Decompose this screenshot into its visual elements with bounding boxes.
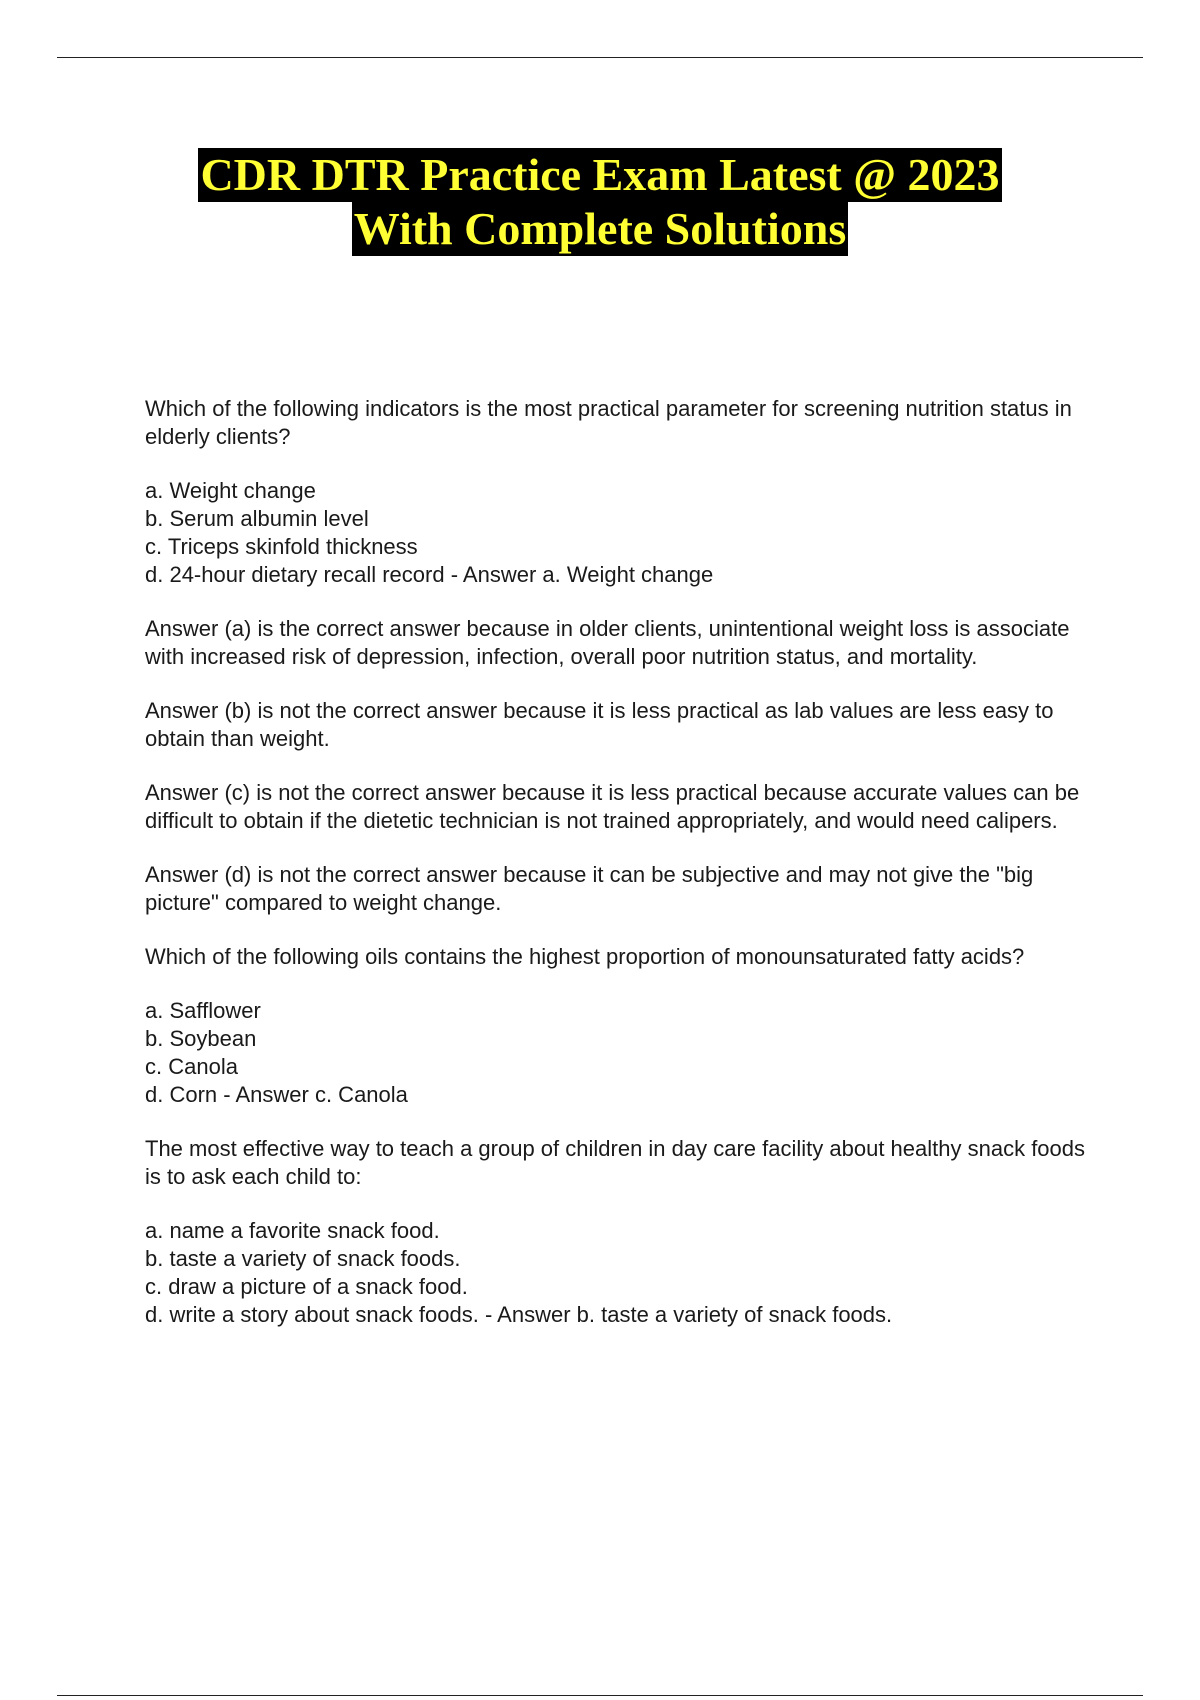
question-2-option-b: b. Soybean <box>145 1026 257 1051</box>
top-rule <box>57 57 1143 58</box>
question-1-options <box>145 477 1095 589</box>
question-1-explanation-d: Answer (d) is not the correct answer because it can be subjective and may not give the "big picture" compared to weight change. <box>145 862 1034 915</box>
question-1-explanation-b: Answer (b) is not the correct answer because it is less practical as lab values are less easy to obtain than weight. <box>145 698 1054 751</box>
question-3-option-b: b. taste a variety of snack foods. <box>145 1246 461 1271</box>
question-2-option-d: d. Corn - Answer c. Canola <box>145 1082 408 1107</box>
question-3-option-d: d. write a story about snack foods. - Answer b. taste a variety of snack foods. <box>145 1302 893 1327</box>
question-1-explanation-a: Answer (a) is the correct answer because in older clients, unintentional weight loss is associate with increased risk of depression, infection, overall poor nutrition status, and mortality. <box>145 616 1070 669</box>
question-2-option-c: c. Canola <box>145 1054 238 1079</box>
question-2-option-a: a. Safflower <box>145 998 261 1023</box>
question-3-options <box>145 1217 1095 1329</box>
question-1-option-d: d. 24-hour dietary recall record - Answer a. Weight change <box>145 562 714 587</box>
question-3-text: The most effective way to teach a group of children in day care facility about healthy snack foods is to ask each child to: <box>145 1136 1086 1189</box>
title-line-2: With Complete Solutions <box>353 203 847 254</box>
question-2-options <box>145 997 1095 1109</box>
document-title <box>0 148 1200 256</box>
question-1-option-a: a. Weight change <box>145 478 316 503</box>
title-line-1: CDR DTR Practice Exam Latest @ 2023 <box>200 149 1000 200</box>
question-1-text: Which of the following indicators is the most practical parameter for screening nutrition status in elderly clients? <box>145 396 1072 449</box>
question-2-text: Which of the following oils contains the highest proportion of monounsaturated fatty acids? <box>145 944 1025 969</box>
question-3-option-a: a. name a favorite snack food. <box>145 1218 440 1243</box>
question-3-option-c: c. draw a picture of a snack food. <box>145 1274 468 1299</box>
document-body <box>145 395 1095 1355</box>
question-1-option-c: c. Triceps skinfold thickness <box>145 534 418 559</box>
bottom-rule <box>57 1695 1143 1696</box>
question-1-explanation-c: Answer (c) is not the correct answer because it is less practical because accurate values can be difficult to obtain if the dietetic technician is not trained appropriately, and would need calipers. <box>145 780 1080 833</box>
question-1-option-b: b. Serum albumin level <box>145 506 369 531</box>
